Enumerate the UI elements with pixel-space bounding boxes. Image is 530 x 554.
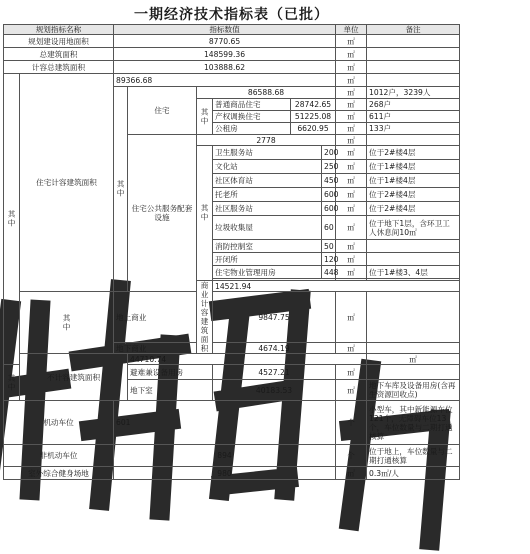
table-row: 其中 普通商品住宅 28742.65 ㎡ 268户: [4, 99, 460, 111]
table-row: 社区服务站 600 ㎡ 位于2#楼4层: [4, 202, 460, 216]
table-row: 计容总建筑面积 103888.62 ㎡: [4, 61, 460, 74]
table-row: 非机动车位 894 个 位于地上，车位数量与二期打通核算: [4, 445, 460, 467]
table-row: 地下商业 4674.19 ㎡: [4, 343, 460, 354]
table-row: 社区体育站 450 ㎡ 位于1#楼4层: [4, 174, 460, 188]
table-row: 地下室 40183.53 ㎡ 地下车库及设备用房(含再生资源回收点): [4, 380, 460, 401]
table-row: 其中 住宅计容建筑面积 89366.68 ㎡: [4, 74, 460, 87]
table-header-row: [4, 25, 460, 35]
header-unit: 单位: [336, 25, 367, 35]
indicator-table: [3, 24, 460, 480]
table-row: 开闭所 120 ㎡: [4, 253, 460, 266]
table-row: 其中 地上商业 9847.75 ㎡: [4, 292, 460, 343]
table-row: 机动车位 601 个 小型车，其中新能源车位121个，无障碍车位13个，车位数量与二期打通核算: [4, 401, 460, 445]
header-note: 备注: [367, 25, 460, 35]
table-row: 垃圾收集屋 60 ㎡ 位于地下1层，含环卫工人休息间10㎡: [4, 216, 460, 240]
table-row: 公租房 6620.95 ㎡ 133户: [4, 123, 460, 135]
table-row: 托老所 600 ㎡ 位于2#楼4层: [4, 188, 460, 202]
table-row: 产权调换住宅 51225.08 ㎡ 611户: [4, 111, 460, 123]
table-row: 规划建设用地面积 8770.65 ㎡: [4, 35, 460, 48]
table-row: 商业计容建筑面积 14521.94: [4, 281, 460, 292]
table-row: 文化站 250 ㎡ 位于1#楼4层: [4, 160, 460, 174]
table-row: 住宅物业管理用房 448 ㎡ 位于1#楼3、4层: [4, 266, 460, 279]
table-row: 消防控制室 50 ㎡: [4, 240, 460, 253]
table-row: 室外综合健身场地 980 ㎡ 0.3㎡/人: [4, 467, 460, 480]
header-name: 规划指标名称: [4, 25, 114, 35]
table-row: 其中 卫生服务站 200 ㎡ 位于2#楼4层: [4, 146, 460, 160]
table-row: 总建筑面积 148599.36 ㎡: [4, 48, 460, 61]
table-row: 不计容建筑面积 44710.74 ㎡: [4, 354, 460, 365]
header-value: 指标数值: [114, 25, 336, 35]
table-row: 住宅公共服务配套设施 2778 ㎡: [4, 135, 460, 146]
table-row: 其中 住宅 86588.68 ㎡ 1012户，3239人: [4, 87, 460, 99]
page-title: 一期经济技术指标表（已批）: [134, 7, 329, 23]
table-row: 其中 避难兼设备用房 4527.21 ㎡: [4, 365, 460, 380]
